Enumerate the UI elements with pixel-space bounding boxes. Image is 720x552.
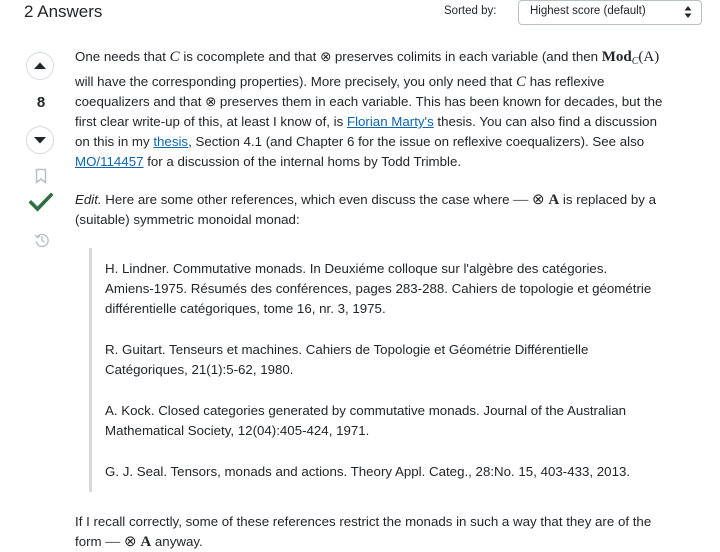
history-icon xyxy=(34,232,50,248)
upvote-button[interactable] xyxy=(26,52,54,80)
history-button[interactable] xyxy=(34,232,50,253)
accepted-answer-check xyxy=(29,192,53,217)
math-mod: Mod xyxy=(601,49,632,65)
vote-count: 8 xyxy=(36,94,46,111)
sort-select[interactable] xyxy=(518,0,702,25)
answer-paragraph-1: One needs that C is cocomplete and that ⊗ preserves colimits in each variable (and then Mod$_C$(A) will have the corresponding properties). More precisely, you only need that C has reflexive coequalizers and that ⊗ preserves them in each variable. This has been known for decades, but the first clear write-up of this, at least I know of, is Florian Marty's thesis. You can also find a discussion on this in my thesis, Section 4.1 (and Chapter 6 for the issue on reflexive coequalizers). See also MO/114457 for a discussion of the internal homs by Todd Trimble. xyxy=(75,49,663,169)
bookmark-icon xyxy=(35,168,47,184)
sort-select-value: Highest score (default) xyxy=(530,5,646,17)
answer-body xyxy=(75,47,665,552)
sort-arrows-icon xyxy=(684,5,692,19)
checkmark-icon xyxy=(29,192,53,212)
answer-paragraph-3: If I recall correctly, some of these references restrict the monads in such a way that they are of the form — ⊗ A anyway. xyxy=(75,514,652,550)
answers-count: 2 Answers xyxy=(24,2,103,21)
reference-item: G. J. Seal. Tensors, monads and actions. Theory Appl. Categ., 28:No. 15, 403-433, 2013. xyxy=(105,464,631,479)
references-blockquote xyxy=(89,248,655,492)
caret-up-icon xyxy=(27,53,53,79)
reference-item: R. Guitart. Tenseurs et machines. Cahiers de Topologie et Géométrie Différentielle Catégoriques, 21(1):5-62, 1980. xyxy=(105,342,589,377)
link-florian-marty[interactable]: Florian Marty's xyxy=(346,114,434,129)
caret-down-icon xyxy=(27,127,53,153)
reference-item: H. Lindner. Commutative monads. In Deuxiéme colloque sur l'algèbre des catégories. Amiens-1975. Résumés des conférences, pages 283-288. Cahiers de topologie et géométrie différentielle catégoriques, tome 16, nr. 3, 1975. xyxy=(105,261,652,316)
reference-item: A. Kock. Closed categories generated by commutative monads. Journal of the Australian Mathematical Society, 12(04):405-424, 1971. xyxy=(105,403,627,438)
link-mo-114457[interactable]: MO/114457 xyxy=(75,154,144,169)
sort-label: Sorted by: xyxy=(444,5,497,17)
answer-paragraph-edit: Edit. Here are some other references, which even discuss the case where — ⊗ A is replaced by a (suitable) symmetric monoidal monad: xyxy=(75,192,657,227)
answers-header xyxy=(24,0,680,28)
link-thesis[interactable]: thesis xyxy=(153,134,189,149)
math-C: C xyxy=(169,49,180,65)
bookmark-button[interactable] xyxy=(35,168,47,189)
downvote-button[interactable] xyxy=(26,126,54,154)
